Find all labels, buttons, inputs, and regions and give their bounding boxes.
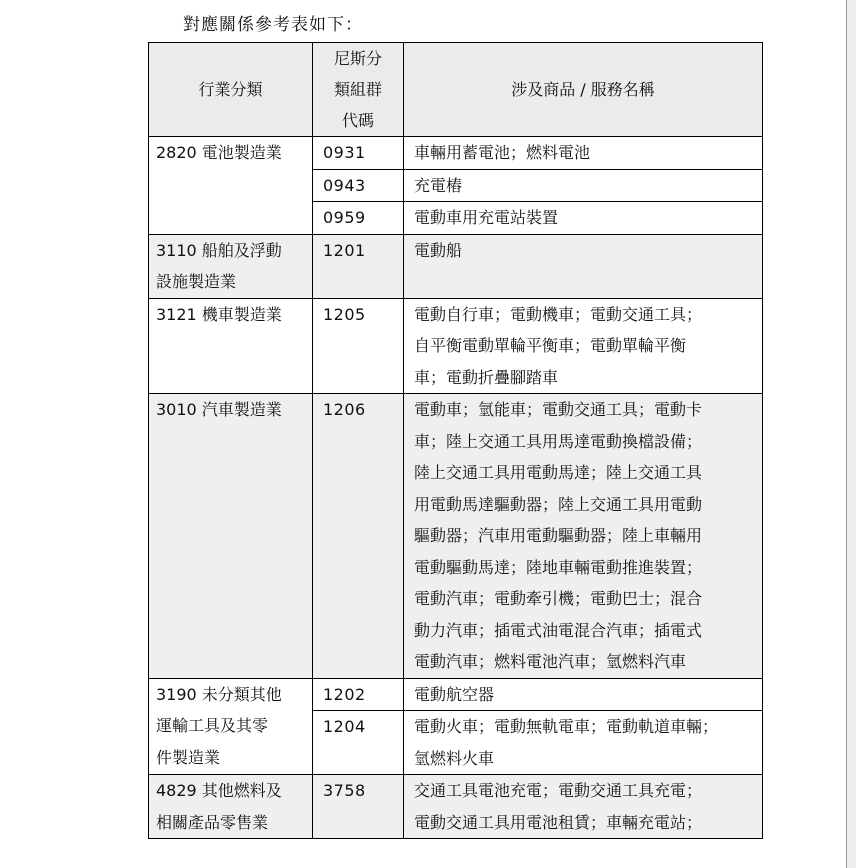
header-goods: 涉及商品 / 服務名稱 bbox=[404, 43, 763, 137]
goods-line: 電動火車；電動無軌電車；電動軌道車輛； bbox=[414, 717, 719, 736]
nice-code-cell: 1201 bbox=[313, 234, 404, 298]
header-nice-line-1: 尼斯分 bbox=[333, 49, 382, 68]
industry-line: 設施製造業 bbox=[156, 272, 237, 291]
table-row bbox=[149, 298, 763, 394]
goods-cell bbox=[404, 711, 763, 775]
goods-cell: 充電樁 bbox=[404, 169, 763, 202]
header-nice-code bbox=[313, 43, 404, 137]
table-row bbox=[149, 678, 763, 711]
header-industry: 行業分類 bbox=[149, 43, 313, 137]
goods-line: 電動汽車；電動牽引機；電動巴士；混合 bbox=[414, 589, 703, 608]
table-row bbox=[149, 775, 763, 839]
goods-line: 陸上交通工具用電動馬達；陸上交通工具 bbox=[414, 463, 703, 482]
table-caption: 對應關係參考表如下： bbox=[183, 15, 363, 35]
goods-cell bbox=[404, 298, 763, 394]
goods-line: 電動交通工具用電池租賃；車輛充電站； bbox=[414, 812, 703, 832]
industry-cell: 3010 汽車製造業 bbox=[149, 394, 313, 679]
goods-cell: 車輛用蓄電池；燃料電池 bbox=[404, 137, 763, 170]
page-margin bbox=[847, 0, 856, 868]
goods-line: 交通工具電池充電；電動交通工具充電； bbox=[414, 781, 703, 800]
industry-cell: 2820 電池製造業 bbox=[149, 137, 313, 235]
nice-code-cell: 1206 bbox=[313, 394, 404, 679]
nice-code-cell: 1205 bbox=[313, 298, 404, 394]
nice-code-cell: 1202 bbox=[313, 678, 404, 711]
industry-line: 3190 未分類其他 bbox=[156, 684, 282, 704]
goods-line: 車；陸上交通工具用馬達電動換檔設備； bbox=[414, 431, 703, 451]
goods-line: 用電動馬達驅動器；陸上交通工具用電動 bbox=[414, 494, 703, 514]
industry-line: 運輸工具及其零 bbox=[156, 716, 269, 735]
industry-cell bbox=[149, 775, 313, 839]
goods-cell: 電動航空器 bbox=[404, 678, 763, 711]
industry-cell bbox=[149, 234, 313, 298]
nice-code-cell: 0959 bbox=[313, 202, 404, 235]
goods-line: 車；電動折疊腳踏車 bbox=[414, 367, 559, 387]
goods-cell: 電動船 bbox=[404, 234, 763, 298]
table-row bbox=[149, 234, 763, 298]
goods-line: 自平衡電動單輪平衡車；電動單輪平衡 bbox=[414, 336, 687, 355]
industry-line: 3110 船舶及浮動 bbox=[156, 240, 282, 260]
goods-line: 驅動器；汽車用電動驅動器；陸上車輛用 bbox=[414, 526, 703, 545]
header-nice-line-2: 類組群 bbox=[333, 80, 382, 99]
industry-line: 相關產品零售業 bbox=[156, 812, 269, 832]
table-row bbox=[149, 394, 763, 679]
correspondence-table bbox=[148, 42, 763, 839]
goods-line: 電動車；氫能車；電動交通工具；電動卡 bbox=[414, 400, 703, 419]
industry-cell bbox=[149, 678, 313, 775]
nice-code-cell: 1204 bbox=[313, 711, 404, 775]
goods-line: 電動驅動馬達；陸地車輛電動推進裝置； bbox=[414, 557, 703, 577]
goods-cell bbox=[404, 394, 763, 679]
table-row bbox=[149, 137, 763, 170]
industry-line: 4829 其他燃料及 bbox=[156, 781, 282, 800]
header-nice-line-3: 代碼 bbox=[341, 111, 374, 130]
header-row bbox=[149, 43, 763, 137]
nice-code-cell: 0943 bbox=[313, 169, 404, 202]
nice-code-cell: 0931 bbox=[313, 137, 404, 170]
goods-line: 氫燃料火車 bbox=[414, 748, 495, 768]
goods-line: 電動自行車；電動機車；電動交通工具； bbox=[414, 304, 703, 324]
goods-line: 電動汽車；燃料電池汽車；氫燃料汽車 bbox=[414, 652, 687, 671]
industry-line: 件製造業 bbox=[156, 747, 221, 767]
goods-cell: 電動車用充電站裝置 bbox=[404, 202, 763, 235]
nice-code-cell: 3758 bbox=[313, 775, 404, 839]
goods-line: 動力汽車；插電式油電混合汽車；插電式 bbox=[414, 620, 703, 640]
goods-cell bbox=[404, 775, 763, 839]
industry-cell: 3121 機車製造業 bbox=[149, 298, 313, 394]
